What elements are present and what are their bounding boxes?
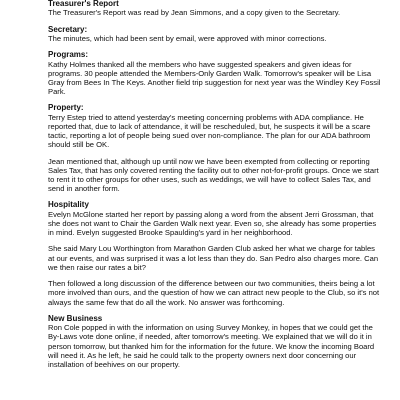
section-heading: Programs: — [48, 50, 89, 60]
section-heading: New Business — [48, 313, 103, 323]
section-paragraph: The minutes, which had been sent by email, were approved with minor corrections. — [48, 34, 327, 44]
section-property — [48, 103, 382, 193]
section-heading: Hospitality — [48, 200, 89, 210]
section-hospitality — [48, 200, 382, 306]
section-new-business — [48, 314, 382, 369]
section-secretary — [48, 25, 382, 44]
section-programs — [48, 50, 382, 96]
section-paragraph: Evelyn McGlone started her report by passing along a word from the absent Jerri Grossman, that she does not want to Chair the Garden Walk next year. Even so, she already has some properties in mind. Evelyn suggested Brooke Spaulding's yard in her neighborhood. — [48, 209, 377, 238]
section-paragraph: She said Mary Lou Worthington from Marathon Garden Club asked her what we charge for tables at our events, and was surprised it was a lot less than they do. San Pedro also charges more. Can we then raise our rates a bit? — [48, 244, 379, 272]
section-treasurers-report — [48, 0, 382, 18]
section-paragraph: The Treasurer's Report was read by Jean Simmons, and a copy given to the Secretary. — [48, 8, 341, 18]
section-paragraph: Ron Cole popped in with the information on using Survey Monkey, in hopes that we could get the By-Laws vote done online, if needed, after tomorrow's meeting. We explained that we will do it in person tomorrow, but thanked him for the information for the future. We know the incoming Board will need it. As he left, he said he could talk to the property owners next door concerning our installation of beehives on our property. — [48, 323, 375, 369]
section-paragraph: Then followed a long discussion of the difference between our two communities, theirs being a lot more involved than ours, and the question of how we can attract new people to the Club, so it's not always the same few that do all the work. No answer was forthcoming. — [48, 279, 380, 307]
section-paragraph: Jean mentioned that, although up until now we have been exempted from collecting or reporting Sales Tax, that has only covered renting the facility out to other not-for-profit groups. Once we start to rent it to other groups for other uses, such as weddings, we will have to collect Sales Tax, and send in another form. — [48, 156, 379, 194]
section-heading: Secretary: — [48, 24, 88, 34]
section-heading: Property: — [48, 103, 84, 113]
section-paragraph: Terry Estep tried to attend yesterday's meeting concerning problems with ADA compliance. He reported that, due to lack of attendance, it will be rescheduled, but, he suspects it will be a scare tactic, reporting a lot of people being sued over non-compliance. The plan for our ADA bathroom should still be OK. — [48, 112, 371, 150]
section-paragraph: Kathy Holmes thanked all the members who have suggested speakers and given ideas for programs. 30 people attended the Members-Only Garden Walk. Tomorrow's speaker will be Lisa Gray from Bees In The Keys. Another field trip suggestion for next year was the Windley Key Fossil Park. — [48, 59, 381, 97]
section-heading: Treasurer's Report — [48, 0, 119, 8]
